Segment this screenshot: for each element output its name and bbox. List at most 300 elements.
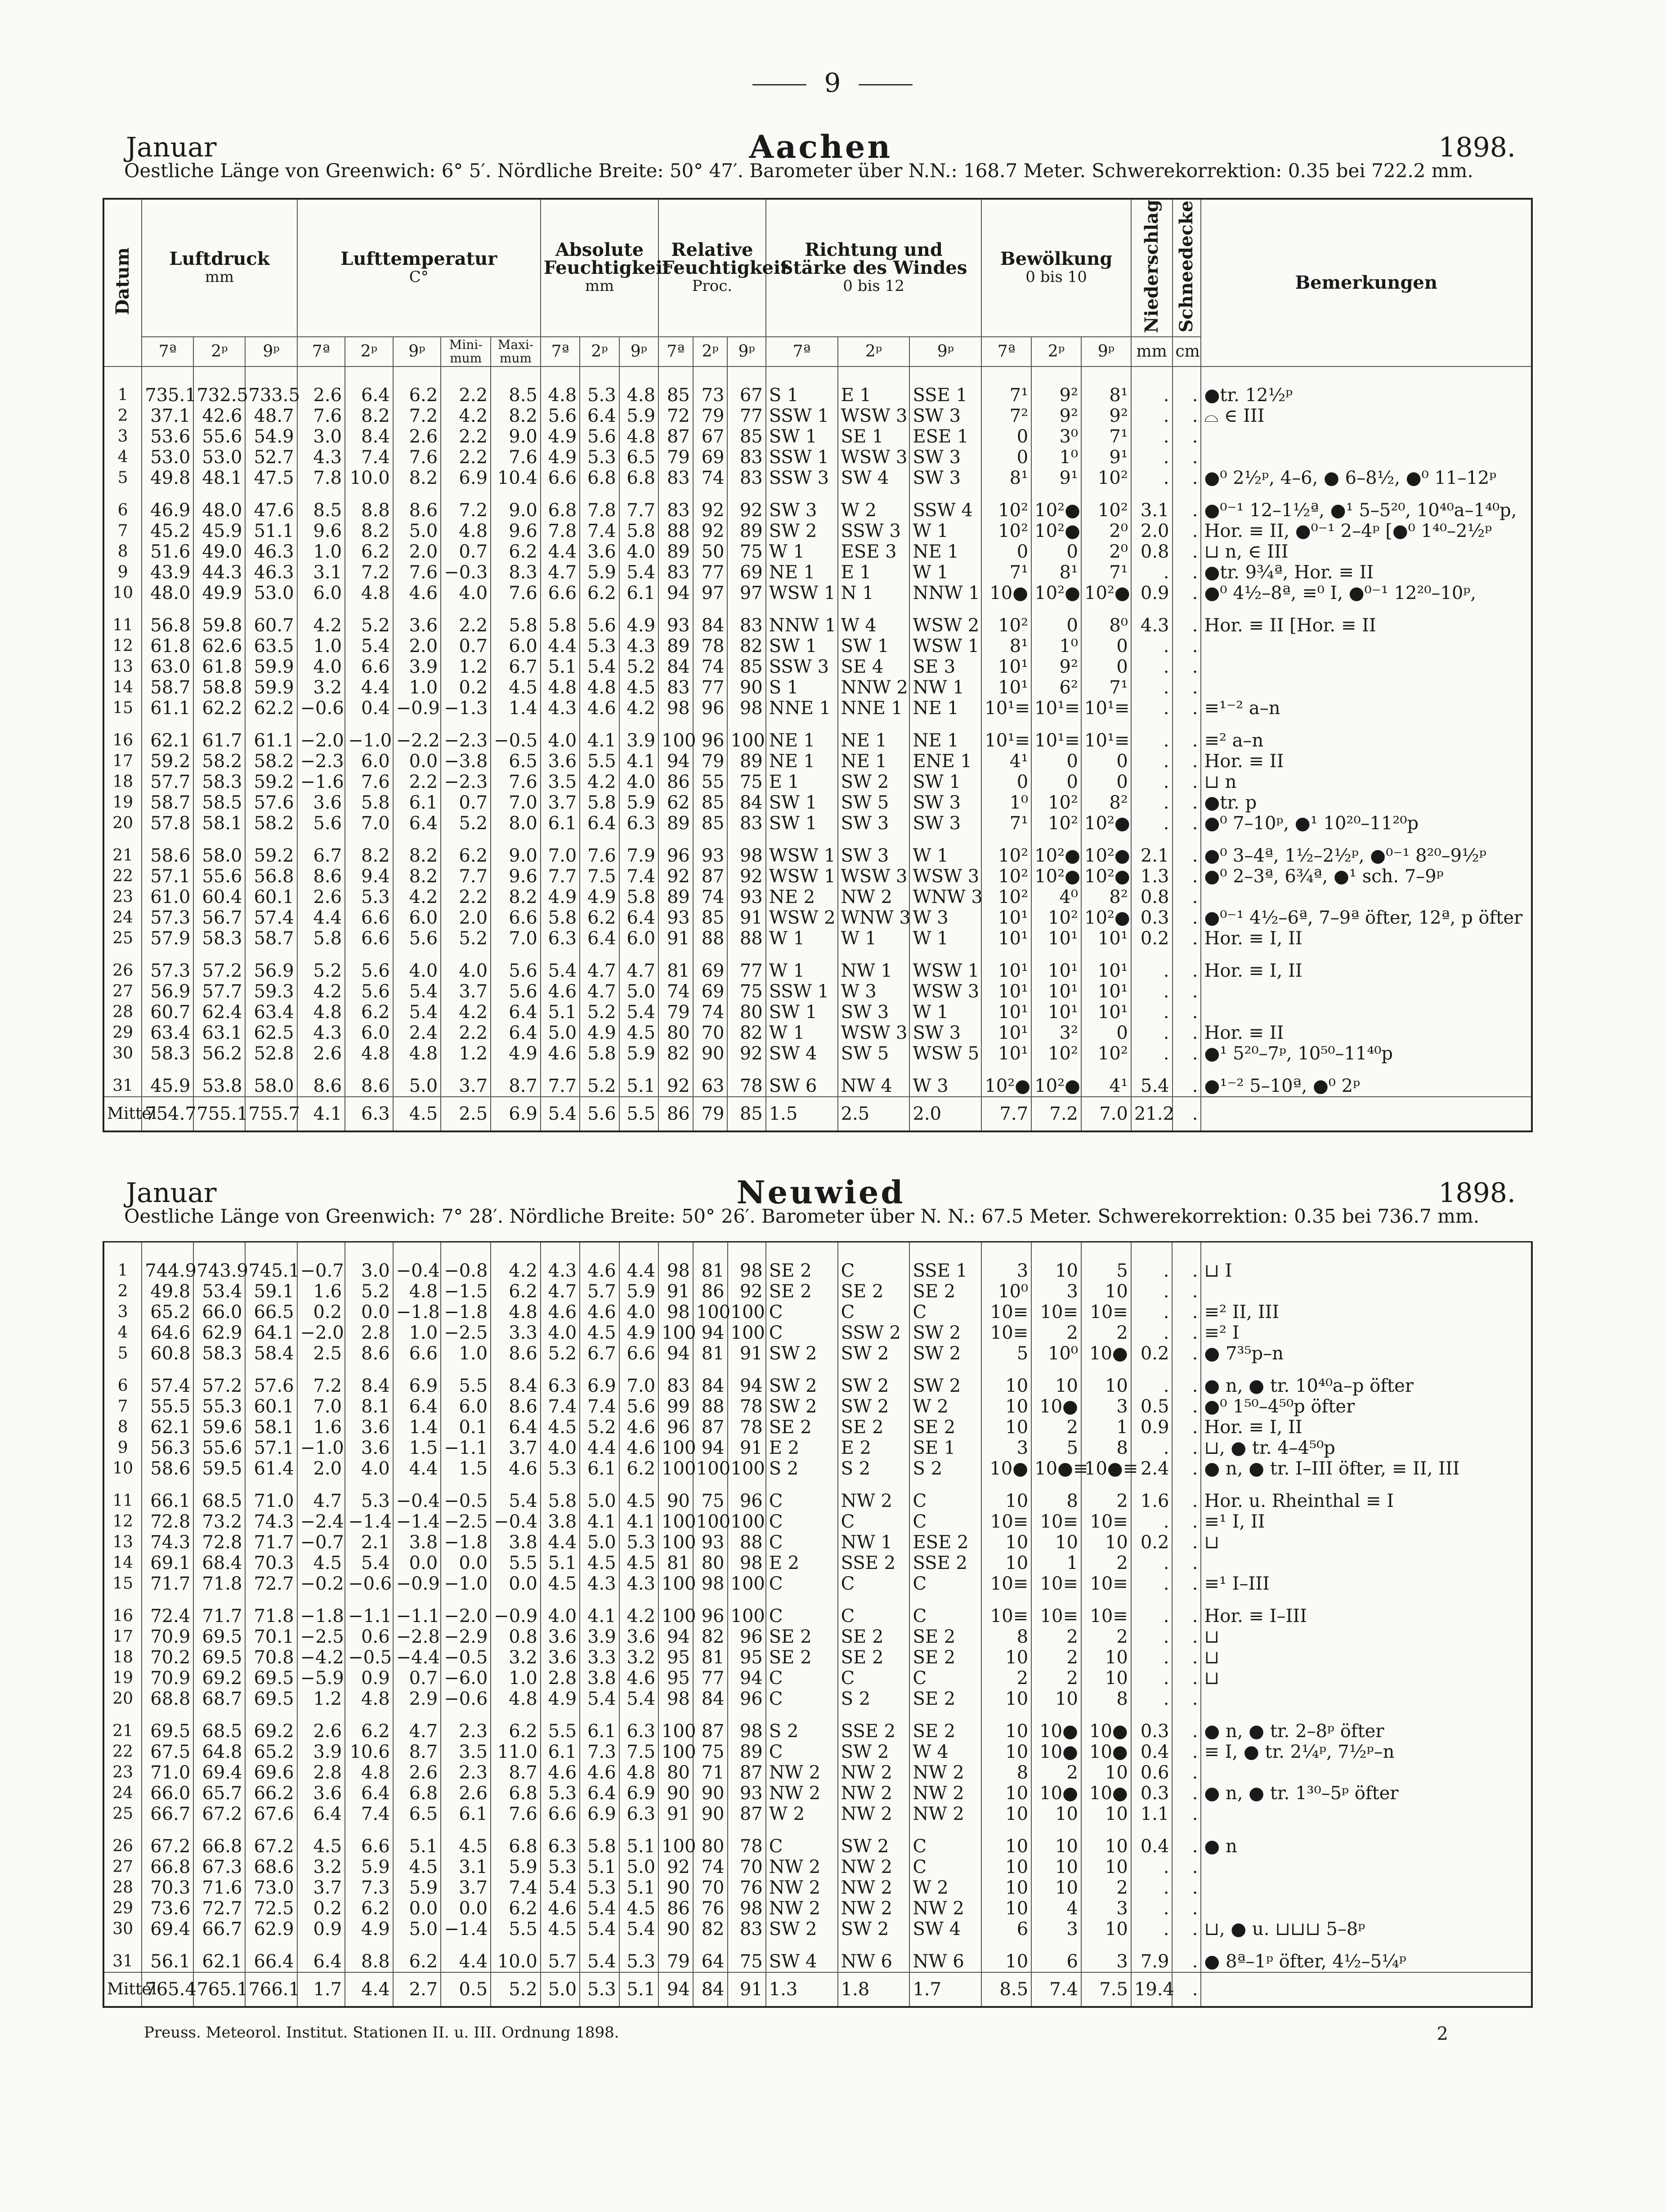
table-cell: 37.1: [142, 406, 193, 426]
table-cell: 2.6: [297, 887, 345, 907]
table-cell: 6.0: [441, 1396, 491, 1417]
table-cell: .: [1173, 887, 1201, 907]
table-cell: W 1: [766, 928, 838, 949]
table-cell: .: [1173, 1097, 1201, 1131]
table-cell: 7.7: [541, 866, 580, 887]
table-cell: 3.6: [580, 541, 619, 562]
table-cell: SW 1: [766, 1002, 838, 1023]
table-cell: 2.2: [441, 447, 491, 468]
table-cell: C: [766, 1668, 838, 1689]
table-cell: 98: [693, 1573, 728, 1594]
table-cell: 10¹: [981, 677, 1031, 698]
table-cell: 59.9: [245, 677, 297, 698]
table-cell: −1.0: [345, 719, 393, 751]
table-cell: 2.6: [393, 426, 441, 447]
table-cell: −2.5: [297, 1627, 345, 1647]
table-cell: 6.1: [541, 1742, 580, 1762]
table-cell: 0: [1081, 657, 1131, 677]
table-cell: ●⁰⁻¹ 4½–6ª, 7–9ª öfter, 12ª, p öfter: [1201, 907, 1532, 928]
table-cell: 765.4: [142, 1972, 193, 2007]
table-cell: .: [1172, 1824, 1201, 1857]
table-cell: 88: [728, 1532, 766, 1553]
table-cell: 733.5: [245, 366, 297, 406]
table-cell: 0.9: [345, 1668, 393, 1689]
table-cell: 5.1: [619, 1972, 658, 2007]
table-cell: .: [1131, 1281, 1173, 1302]
table-cell: 16: [103, 719, 142, 751]
table-cell: 19.4: [1131, 1972, 1173, 2007]
table-cell: 10●: [981, 1458, 1031, 1479]
table-cell: 5.4: [580, 1919, 619, 1939]
table-cell: NW 2: [838, 887, 910, 907]
table-cell: 94: [728, 1364, 766, 1396]
sub-header: 2ᵖ: [1031, 337, 1081, 366]
table-cell: 53.8: [193, 1064, 245, 1097]
table-cell: 7.0: [541, 834, 580, 866]
table-cell: 71.0: [245, 1479, 297, 1511]
sub-header: Maxi-mum: [491, 337, 541, 366]
table-cell: 5.4: [345, 1553, 393, 1573]
table-cell: 73.6: [142, 1898, 193, 1919]
table-cell: .: [1172, 1323, 1201, 1343]
table-cell: 10: [1031, 1532, 1081, 1553]
table-cell: 6.6: [541, 1804, 580, 1824]
table-cell: 5.2: [580, 1064, 619, 1097]
table-cell: 6: [103, 488, 142, 521]
table-cell: 8.2: [491, 406, 541, 426]
table-cell: 10●: [1031, 1783, 1081, 1804]
table-cell: 0.3: [1131, 1783, 1173, 1804]
table-cell: 4.5: [619, 1023, 658, 1043]
table-cell: 5.4: [580, 657, 619, 677]
table-cell: 53.0: [245, 583, 297, 603]
table-cell: .: [1131, 772, 1173, 792]
table-cell: 62.2: [193, 698, 245, 719]
table-cell: 6.1: [580, 1709, 619, 1742]
table-cell: 6.8: [541, 488, 580, 521]
table-row: [103, 1709, 1532, 1742]
col-rel-feuchte: Relative Feuchtigkeit Proc.: [658, 199, 766, 337]
table-cell: SW 2: [766, 1343, 838, 1364]
table-cell: .: [1131, 1553, 1173, 1573]
table-cell: 24: [103, 907, 142, 928]
table-cell: 79: [693, 406, 728, 426]
table-cell: [1201, 1857, 1532, 1877]
table-cell: 47.6: [245, 488, 297, 521]
table-cell: 4.7: [580, 981, 619, 1002]
table-cell: 8.6: [491, 1343, 541, 1364]
table-cell: 59.2: [245, 834, 297, 866]
table-cell: 4.0: [345, 1458, 393, 1479]
table-cell: 8.2: [393, 866, 441, 887]
table-cell: 5.2: [580, 1002, 619, 1023]
table-cell: 4.5: [580, 1553, 619, 1573]
table-cell: 7.5: [619, 1742, 658, 1762]
table-cell: 7.6: [345, 772, 393, 792]
table-cell: 82: [727, 1023, 765, 1043]
table-cell: 4.6: [580, 1302, 619, 1323]
table-cell: 4.6: [393, 583, 441, 603]
table-cell: 2: [1081, 1479, 1131, 1511]
table-cell: 89: [727, 521, 765, 541]
table-cell: 45.2: [142, 521, 193, 541]
table-cell: 6.2: [491, 541, 541, 562]
table-cell: 4.8: [345, 583, 393, 603]
table-cell: 10: [981, 1783, 1031, 1804]
table-cell: 100: [728, 1302, 766, 1323]
table-cell: 13: [103, 1532, 142, 1553]
table-cell: 57.7: [142, 772, 193, 792]
table-row: [103, 426, 1532, 447]
table-cell: 0: [1031, 603, 1081, 636]
table-cell: W 1: [766, 949, 838, 981]
table-cell: 67: [693, 426, 728, 447]
table-cell: 10: [1081, 1804, 1131, 1824]
table-cell: 3.7: [541, 792, 580, 813]
table-cell: 9.0: [491, 426, 541, 447]
table-cell: 10●: [1031, 1709, 1081, 1742]
table-cell: 5.3: [580, 366, 619, 406]
table-cell: 62.1: [142, 1417, 193, 1438]
table-cell: −2.3: [297, 751, 345, 772]
table-cell: 10: [981, 1396, 1031, 1417]
table-cell: 1.5: [766, 1097, 838, 1131]
table-cell: 3.3: [491, 1323, 541, 1343]
table-cell: 10: [981, 1689, 1031, 1709]
table-row: [103, 813, 1532, 834]
table-cell: 61.8: [142, 636, 193, 657]
table-cell: −1.8: [441, 1532, 491, 1553]
table-cell: 10¹: [1031, 949, 1081, 981]
table-cell: 64.8: [193, 1742, 245, 1762]
table-cell: SSW 1: [766, 406, 838, 426]
table-cell: 5.1: [541, 1553, 580, 1573]
table-cell: 5.4: [619, 1919, 658, 1939]
table-cell: 83: [727, 813, 765, 834]
table-cell: 67: [727, 366, 765, 406]
table-cell: .: [1172, 1762, 1201, 1783]
table-cell: .: [1131, 1689, 1173, 1709]
table-cell: 7¹: [981, 813, 1031, 834]
table-cell: ●¹ 5²⁰–7ᵖ, 10⁵⁰–11⁴⁰p: [1201, 1043, 1532, 1064]
table-cell: 4.5: [541, 1573, 580, 1594]
table-cell: 3.6: [297, 1783, 345, 1804]
table-cell: 5.2: [541, 1343, 580, 1364]
table-cell: 98: [728, 1242, 766, 1282]
table-cell: 7.0: [345, 813, 393, 834]
table-cell: SE 2: [909, 1417, 981, 1438]
table-cell: 1.5: [441, 1458, 491, 1479]
table-cell: N 1: [838, 583, 910, 603]
table-cell: SW 2: [838, 1919, 910, 1939]
table-cell: 8: [981, 1762, 1031, 1783]
table-cell: 4.1: [580, 719, 619, 751]
table-cell: 69.6: [245, 1762, 297, 1783]
table-cell: −2.0: [297, 1323, 345, 1343]
table-cell: −2.8: [393, 1627, 441, 1647]
table-cell: 5.5: [541, 1709, 580, 1742]
table-cell: 10≡: [981, 1594, 1031, 1627]
table-cell: 29: [103, 1023, 142, 1043]
table-cell: SW 2: [909, 1343, 981, 1364]
table-cell: SSW 1: [766, 981, 838, 1002]
table-cell: 10●: [1081, 1343, 1131, 1364]
table-cell: ●⁰ 7–10ᵖ, ●¹ 10²⁰–11²⁰p: [1201, 813, 1532, 834]
table-cell: 3.6: [541, 751, 580, 772]
table-cell: Hor. ≡ II [Hor. ≡ II: [1201, 603, 1532, 636]
table-cell: 2.7: [393, 1972, 441, 2007]
table-cell: 0: [1081, 1023, 1131, 1043]
table-cell: 51.6: [142, 541, 193, 562]
table-cell: 6.8: [491, 1783, 541, 1804]
col-datum: Datum: [103, 199, 142, 366]
table-cell: 5.0: [393, 521, 441, 541]
table-cell: 53.4: [193, 1281, 245, 1302]
table-cell: 3.1: [297, 562, 345, 583]
table-cell: 69.5: [142, 1709, 193, 1742]
table-cell: 4.6: [619, 1668, 658, 1689]
table-cell: Hor. ≡ II: [1201, 751, 1532, 772]
table-cell: 10: [1031, 1689, 1081, 1709]
table-cell: 55: [693, 772, 728, 792]
table-cell: 27: [103, 1857, 142, 1877]
table-cell: 92: [728, 1281, 766, 1302]
table-cell: 90: [658, 1877, 693, 1898]
table-cell: 6.0: [619, 928, 658, 949]
section-header-neuwied: [121, 1174, 1520, 1227]
table-cell: 27: [103, 981, 142, 1002]
table-cell: 5.8: [580, 1043, 619, 1064]
table-cell: 2: [1031, 1647, 1081, 1668]
table-cell: ●tr. p: [1201, 792, 1532, 813]
table-cell: 83: [658, 677, 693, 698]
table-cell: 31: [103, 1939, 142, 1972]
table-cell: 83: [728, 1919, 766, 1939]
table-cell: NE 1: [909, 719, 981, 751]
table-cell: 50: [693, 541, 728, 562]
table-cell: ⊔: [1201, 1647, 1532, 1668]
table-cell: 8¹: [981, 636, 1031, 657]
table-cell: 5.2: [441, 928, 491, 949]
table-cell: SW 2: [766, 1364, 838, 1396]
table-cell: 3.7: [297, 1877, 345, 1898]
table-cell: 4.8: [619, 366, 658, 406]
table-cell: 57.3: [142, 949, 193, 981]
table-cell: 9²: [1031, 366, 1081, 406]
table-cell: 100: [693, 1511, 728, 1532]
table-cell: 2.6: [441, 1783, 491, 1804]
table-cell: 9¹: [1031, 468, 1081, 488]
table-cell: .: [1131, 1511, 1173, 1532]
table-cell: 1: [1081, 1417, 1131, 1438]
table-cell: .: [1172, 1532, 1201, 1553]
table-cell: 1.6: [297, 1417, 345, 1438]
table-cell: 57.6: [245, 1364, 297, 1396]
table-cell: SW 3: [838, 834, 910, 866]
table-cell: 69.1: [142, 1553, 193, 1573]
table-cell: 6: [1031, 1939, 1081, 1972]
table-cell: 81: [658, 949, 693, 981]
table-row: [103, 772, 1532, 792]
table-cell: 8.5: [297, 488, 345, 521]
table-cell: 2.2: [441, 1023, 491, 1043]
col-wind: Richtung und Stärke des Windes 0 bis 12: [766, 199, 982, 337]
table-cell: 2.0: [393, 541, 441, 562]
table-cell: 10¹: [981, 1002, 1031, 1023]
table-cell: 766.1: [245, 1972, 297, 2007]
table-cell: 10●: [1031, 1396, 1081, 1417]
table-row: [103, 1857, 1532, 1877]
table-cell: 7.7: [541, 1064, 580, 1097]
table-cell: 1: [103, 1242, 142, 1282]
table-cell: 92: [658, 1857, 693, 1877]
table-cell: .: [1173, 1043, 1201, 1064]
table-cell: 4.8: [345, 1043, 393, 1064]
table-cell: 7¹: [981, 366, 1031, 406]
table-cell: 6.4: [345, 1783, 393, 1804]
table-cell: 88: [693, 928, 728, 949]
table-cell: 2.0: [393, 636, 441, 657]
table-cell: −4.4: [393, 1647, 441, 1668]
table-cell: 93: [658, 907, 693, 928]
table-cell: 87: [728, 1804, 766, 1824]
table-cell: 8.6: [297, 1064, 345, 1097]
table-cell: 72.7: [245, 1573, 297, 1594]
sub-header: 7ª: [981, 337, 1031, 366]
table-cell: 1.0: [297, 636, 345, 657]
table-cell: ⊔ I: [1201, 1242, 1532, 1282]
table-cell: 5.2: [619, 657, 658, 677]
table-cell: 69.2: [193, 1668, 245, 1689]
table-cell: 2.2: [441, 426, 491, 447]
table-cell: 5.1: [619, 1064, 658, 1097]
table-cell: 9: [103, 562, 142, 583]
table-cell: 6.3: [541, 1364, 580, 1396]
mean-row: [103, 1972, 1532, 2007]
table-cell: 20: [103, 1689, 142, 1709]
table-cell: SE 2: [909, 1627, 981, 1647]
table-cell: C: [766, 1594, 838, 1627]
table-cell: SSE 2: [838, 1709, 910, 1742]
table-cell: 10²: [981, 834, 1031, 866]
table-cell: −1.1: [441, 1438, 491, 1458]
table-cell: 89: [658, 541, 693, 562]
table-cell: −2.9: [441, 1627, 491, 1647]
table-cell: 7¹: [1081, 426, 1131, 447]
table-cell: 10¹: [1081, 928, 1131, 949]
table-cell: .: [1173, 677, 1201, 698]
table-cell: 5.2: [580, 1417, 619, 1438]
table-row: [103, 1323, 1532, 1343]
table-cell: 4.5: [297, 1553, 345, 1573]
table-row: [103, 719, 1532, 751]
table-cell: 5.5: [441, 1364, 491, 1396]
sub-header: 7ª: [142, 337, 193, 366]
table-cell: 10¹: [981, 981, 1031, 1002]
table-cell: 74: [693, 887, 728, 907]
table-cell: C: [909, 1302, 981, 1323]
table-cell: 4.6: [541, 981, 580, 1002]
table-cell: S 1: [766, 366, 838, 406]
table-cell: 6.7: [580, 1343, 619, 1364]
table-cell: −0.7: [297, 1242, 345, 1282]
table-cell: 5.4: [1131, 1064, 1173, 1097]
table-cell: 28: [103, 1877, 142, 1898]
table-cell: .: [1131, 562, 1173, 583]
table-cell: 1.1: [1131, 1804, 1173, 1824]
table-cell: 21: [103, 1709, 142, 1742]
table-cell: −2.4: [297, 1511, 345, 1532]
table-cell: 6.2: [580, 907, 619, 928]
table-cell: .: [1173, 426, 1201, 447]
table-cell: 61.1: [245, 719, 297, 751]
table-cell: 735.1: [142, 366, 193, 406]
table-cell: 5.2: [345, 603, 393, 636]
table-cell: 93: [693, 834, 728, 866]
table-cell: 48.0: [142, 583, 193, 603]
table-cell: −2.5: [441, 1511, 491, 1532]
table-row: [103, 521, 1532, 541]
table-cell: 3.8: [393, 1532, 441, 1553]
table-cell: −2.3: [441, 772, 491, 792]
table-cell: 4.5: [393, 1097, 441, 1131]
table-cell: 4.4: [541, 541, 580, 562]
table-cell: 70.3: [142, 1877, 193, 1898]
table-cell: 77: [727, 949, 765, 981]
table-cell: 8: [103, 1417, 142, 1438]
table-cell: 68.8: [142, 1689, 193, 1709]
table-cell: 6.4: [297, 1939, 345, 1972]
table-cell: 4.4: [393, 1458, 441, 1479]
table-cell: 10²: [1031, 907, 1081, 928]
table-cell: 4.8: [541, 366, 580, 406]
table-cell: 10¹: [981, 1023, 1031, 1043]
table-cell: .: [1131, 1364, 1173, 1396]
table-cell: 82: [727, 636, 765, 657]
table-cell: 4: [1031, 1898, 1081, 1919]
table-cell: .: [1131, 1877, 1173, 1898]
table-cell: 69.5: [193, 1627, 245, 1647]
table-cell: W 1: [909, 521, 981, 541]
table-cell: 1.6: [297, 1281, 345, 1302]
table-cell: 60.1: [245, 1396, 297, 1417]
table-cell: SW 5: [838, 792, 910, 813]
table-cell: 0.2: [1131, 1343, 1173, 1364]
table-cell: .: [1131, 366, 1173, 406]
table-cell: 7.4: [580, 521, 619, 541]
table-cell: 7.2: [1031, 1097, 1081, 1131]
table-cell: 10²●: [981, 1064, 1031, 1097]
table-cell: .: [1131, 1438, 1173, 1458]
page-number: 9: [0, 67, 1665, 98]
table-cell: 4.8: [580, 677, 619, 698]
table-cell: −0.2: [297, 1573, 345, 1594]
table-cell: 71.0: [142, 1762, 193, 1783]
table-cell: 5.1: [580, 1857, 619, 1877]
table-cell: 4.7: [541, 1281, 580, 1302]
table-cell: 10●: [1081, 1742, 1131, 1762]
table-cell: 10≡: [1031, 1573, 1081, 1594]
table-cell: 8.6: [345, 1343, 393, 1364]
table-row: [103, 366, 1532, 406]
table-cell: 92: [658, 866, 693, 887]
table-cell: [1201, 657, 1532, 677]
table-cell: 56.9: [245, 949, 297, 981]
table-cell: 4.1: [297, 1097, 345, 1131]
table-cell: 79: [658, 1002, 693, 1023]
table-cell: E 2: [838, 1438, 910, 1458]
table-cell: 78: [693, 636, 728, 657]
